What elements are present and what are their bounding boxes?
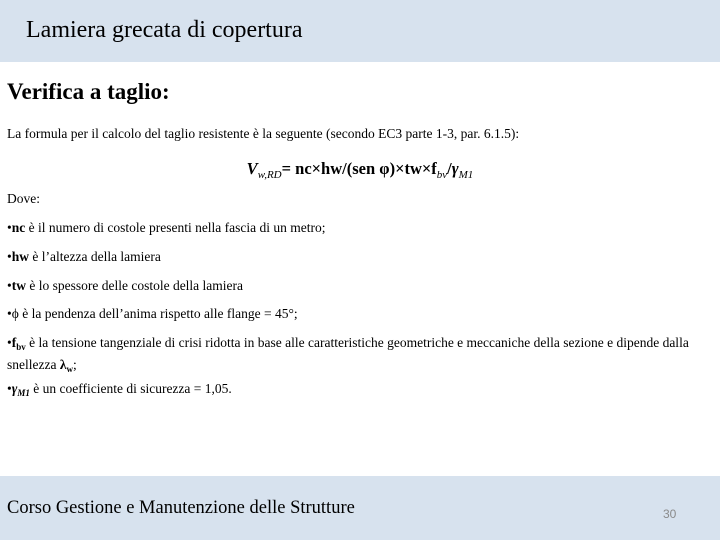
- formula-gamma: γ: [451, 159, 459, 178]
- symbol-lambda: λ: [59, 357, 67, 372]
- section-heading: Verifica a taglio:: [7, 79, 170, 104]
- symbol-nc: nc: [11, 220, 26, 235]
- definition-item-fbv: [7, 334, 713, 378]
- symbol-phi: ϕ: [11, 306, 19, 321]
- shear-resistance-formula: [0, 157, 720, 187]
- bullet: •: [7, 249, 12, 264]
- formula-gamma-subscript: M1: [458, 169, 474, 181]
- symbol-lambda-subscript: w: [66, 364, 73, 374]
- where-label: Dove:: [7, 191, 40, 206]
- intro-text: La formula per il calcolo del taglio resistente è la seguente (secondo EC3 parte 1-3, par. 6.1.5):: [7, 126, 520, 141]
- formula-divider: /: [447, 159, 452, 178]
- definition-text: è lo spessore delle costole della lamiera: [25, 278, 244, 293]
- definition-item-hw: [7, 248, 161, 266]
- symbol-fbv-subscript: bv: [16, 342, 26, 352]
- definition-text: è un coefficiente di sicurezza = 1,05.: [29, 381, 232, 396]
- definition-text: è l’altezza della lamiera: [29, 249, 161, 264]
- symbol-gamma: γ: [11, 381, 18, 396]
- definition-item-nc: [7, 219, 326, 237]
- definition-item-phi: [7, 305, 298, 323]
- symbol-tw: tw: [11, 278, 26, 293]
- definition-text: è il numero di costole presenti nella fascia di un metro;: [25, 220, 326, 235]
- bullet: •: [7, 381, 12, 396]
- bullet: •: [7, 278, 12, 293]
- definition-end: ;: [72, 357, 77, 372]
- definition-text: è la tensione tangenziale di crisi ridotta in base alle caratteristiche geometriche e meccaniche della sezione e dipende dalla snellezza: [7, 335, 689, 372]
- course-name: Corso Gestione e Manutenzione delle Strutture: [7, 498, 355, 518]
- formula-lhs: V: [246, 159, 258, 178]
- formula-lhs-subscript: w,RD: [257, 169, 282, 181]
- definition-item-gamma: [7, 380, 232, 402]
- bullet: •: [7, 306, 12, 321]
- slide-title: Lamiera grecata di copertura: [26, 17, 303, 43]
- bullet: •: [7, 335, 12, 350]
- page-number: 30: [663, 507, 677, 521]
- symbol-fbv: f: [11, 335, 17, 350]
- symbol-hw: hw: [11, 249, 29, 264]
- definition-item-tw: [7, 277, 243, 295]
- formula-equals: =: [281, 159, 296, 178]
- formula-term: nc×hw/(sen φ)×tw×f: [295, 159, 437, 178]
- symbol-gamma-subscript: M1: [17, 388, 30, 398]
- bullet: •: [7, 220, 12, 235]
- formula-term-subscript: bv: [436, 169, 448, 181]
- definition-text: è la pendenza dell’anima rispetto alle flange = 45°;: [18, 306, 298, 321]
